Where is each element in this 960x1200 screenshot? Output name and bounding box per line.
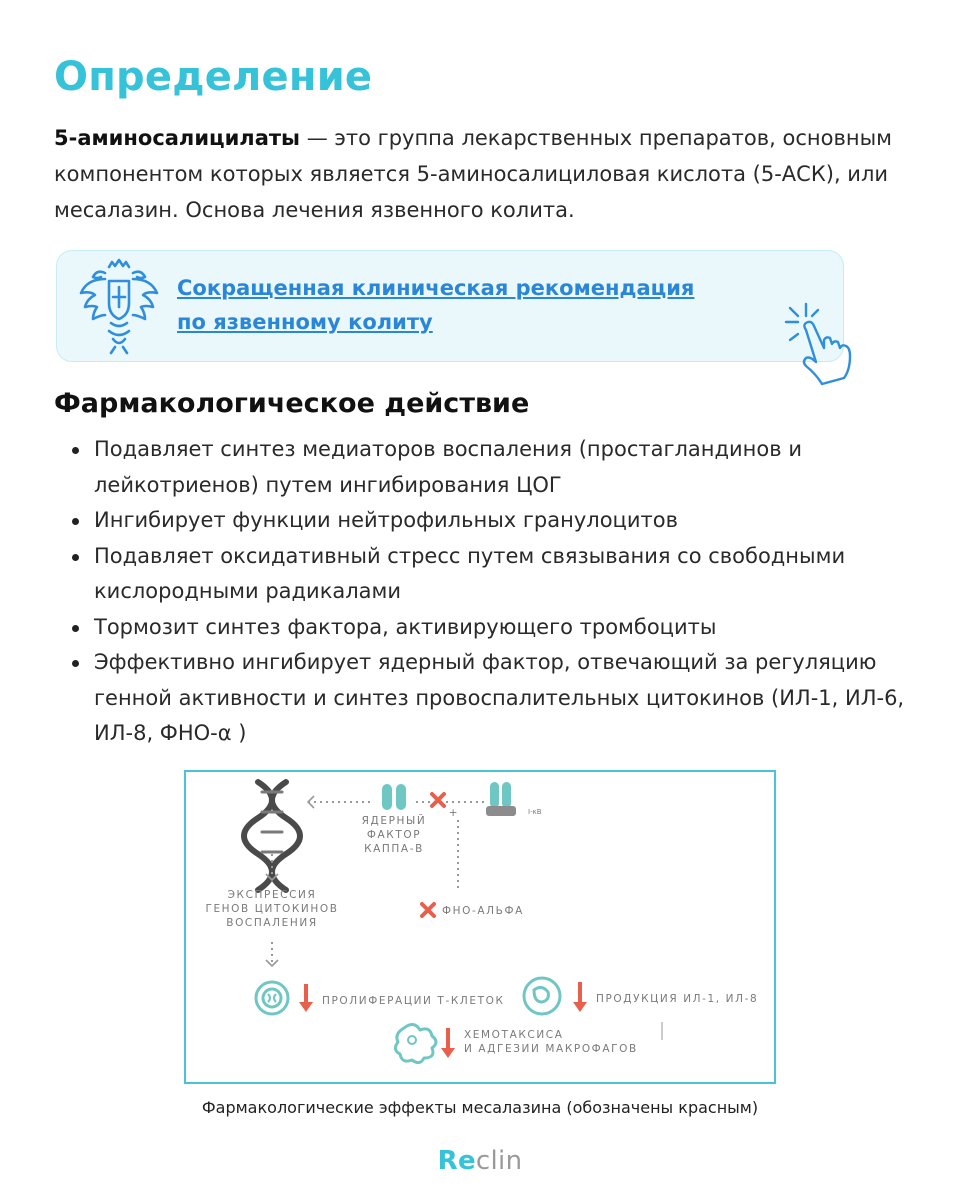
down-arrow-icon (573, 982, 587, 1012)
ikb-complex-icon (486, 782, 516, 816)
macrophage-cell-icon (524, 978, 560, 1014)
mechanism-diagram (184, 770, 776, 1084)
brand-part-2: clin (475, 1146, 523, 1176)
expression-label-2: ГЕНОВ ЦИТОКИНОВ (205, 903, 339, 915)
list-item: Подавляет синтез медиаторов воспаления (простагландинов и лейкотриенов) путем ингибирования ЦОГ (70, 432, 930, 503)
brand-part-1: Re (437, 1146, 476, 1176)
nf-label-1: ЯДЕРНЫЙ (361, 815, 427, 827)
nf-label-3: КАППА-В (364, 843, 424, 855)
section-title-definition: Определение (54, 54, 373, 100)
t-cell-icon (256, 982, 288, 1014)
link-line-2[interactable]: по язвенному колиту (177, 310, 433, 334)
expression-label-3: ВОСПАЛЕНИЯ (226, 917, 318, 929)
definition-text: — это группа лекарственных препаратов, основным компонентом которых является 5-аминосалициловая кислота (5-АСК), или месалазин. Основа лечения язвенного колита. (54, 126, 892, 222)
list-item: Ингибирует функции нейтрофильных гранулоцитов (70, 503, 930, 539)
clinical-recommendation-link[interactable] (177, 271, 777, 339)
nf-label-2: ФАКТОР (366, 829, 422, 841)
il-label: ПРОДУКЦИЯ ИЛ-1, ИЛ-8 (596, 993, 759, 1005)
nf-kappa-b-icon (382, 784, 406, 810)
arrow-nf-to-dna (308, 796, 370, 808)
brand-logo (0, 1146, 960, 1176)
chemotaxis-label-2: И АДГЕЗИИ МАКРОФАГОВ (464, 1043, 638, 1055)
expression-label-1: ЭКСПРЕССИЯ (227, 889, 317, 901)
double-headed-eagle-emblem-icon (75, 257, 163, 357)
red-cross-icon (422, 904, 434, 916)
list-item: Тормозит синтез фактора, активирующего тромбоциты (70, 610, 930, 646)
ikb-label: I-κB (528, 808, 542, 816)
down-arrow-icon (299, 984, 313, 1012)
plus-sign: + (448, 807, 460, 819)
arrow-expression-to-tcell (266, 942, 278, 966)
figure-caption: Фармакологические эффекты месалазина (обозначены красным) (201, 1098, 759, 1117)
definition-paragraph (54, 120, 914, 228)
chemotaxis-label-1: ХЕМОТАКСИСА (464, 1029, 564, 1041)
link-line-1[interactable]: Сокращенная клиническая рекомендация (177, 276, 695, 300)
pointing-hand-icon (776, 296, 868, 388)
macrophage-amoeboid-icon (395, 1024, 436, 1062)
clinical-recommendation-card[interactable] (56, 250, 844, 362)
down-arrow-icon (441, 1028, 455, 1058)
pharmacology-list (70, 432, 930, 752)
list-item: Эффективно ингибирует ядерный фактор, отвечающий за регуляцию генной активности и синтез провоспалительных цитокинов (ИЛ-1, ИЛ-6, ИЛ-8, ФНО-α ) (70, 645, 930, 752)
definition-term: 5-аминосалицилаты (54, 126, 301, 150)
list-item: Подавляет оксидативный стресс путем связывания со свободными кислородными радикалами (70, 539, 930, 610)
red-cross-icon (432, 794, 444, 806)
tcell-label: ПРОЛИФЕРАЦИИ Т-КЛЕТОК (322, 995, 505, 1007)
tnf-label: ФНО-АЛЬФА (442, 905, 524, 917)
section-title-pharmacology: Фармакологическое действие (54, 388, 530, 419)
